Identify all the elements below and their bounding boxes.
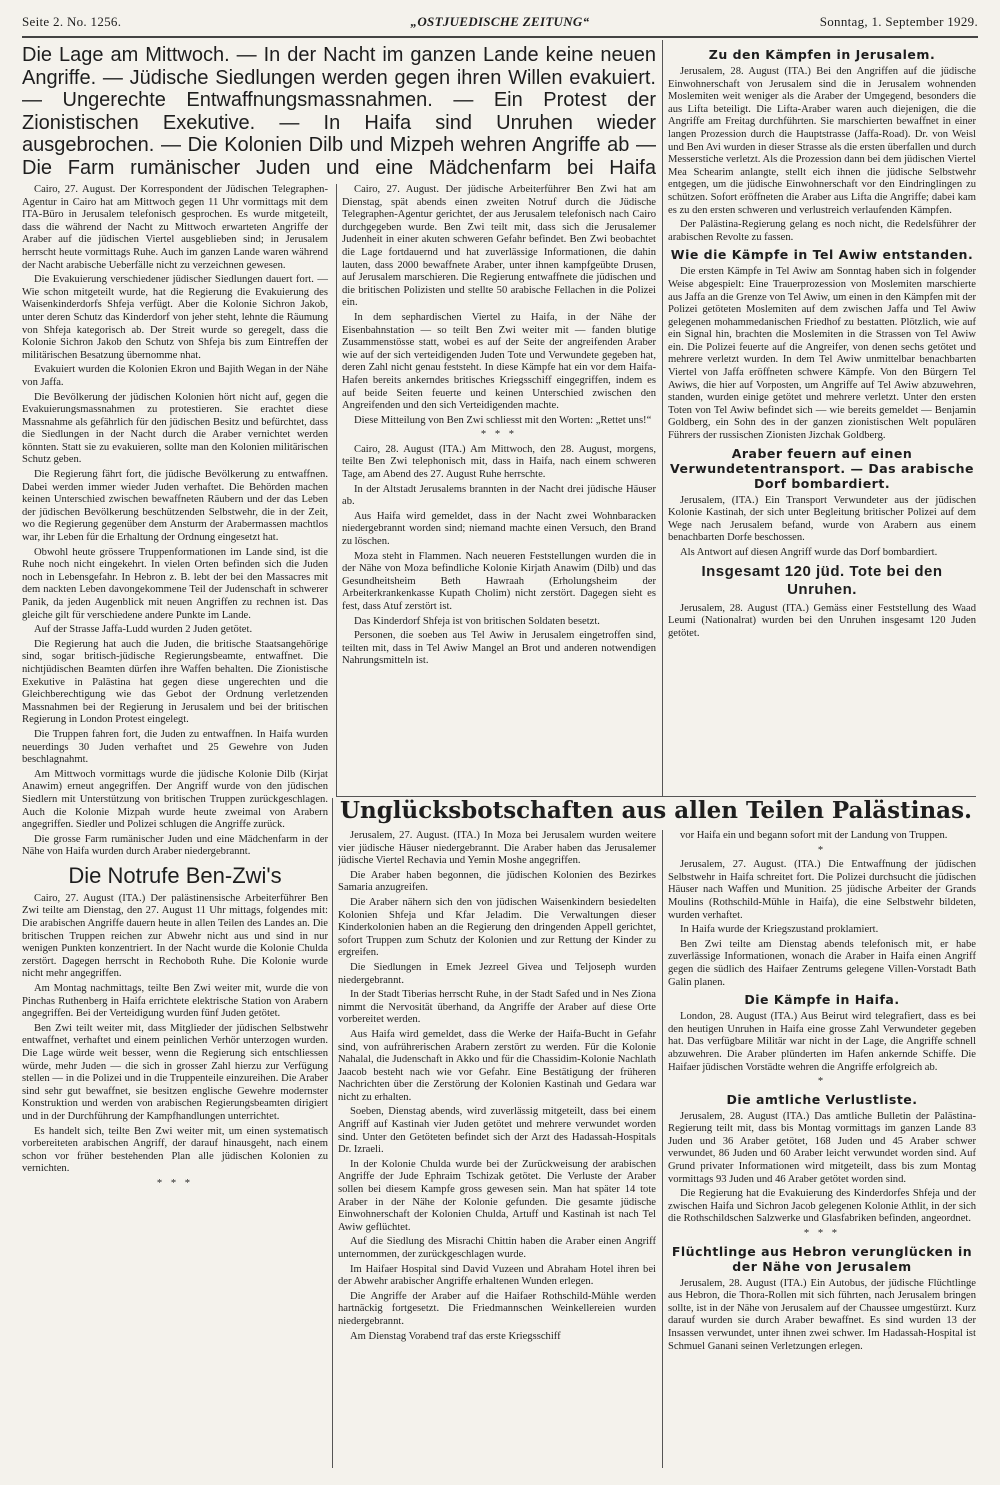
- subheading-tote: Insgesamt 120 jüd. Tote bei den Unruhen.: [701, 562, 943, 598]
- paragraph: Aus Haifa wird gemeldet, dass die Werke der Haifa-Bucht in Gefahr sind, von aufrührerischen Arabern zerstört zu werden. Für die Kolonie Nahalal, die Judenschaft in Akko und für die Chassidim-Kolonie Nachlath Jaacob besteht nach wie vor Gefahr. Eine Bestätigung der früheren Nachrichten über die Zerstörung der Kolonien Kastinah und Gedara war nicht zu erhalten.: [338, 1028, 656, 1103]
- paragraph: Am Dienstag Vorabend traf das erste Kriegsschiff: [350, 1330, 561, 1342]
- paragraph: Aus Haifa wird gemeldet, dass in der Nacht zwei Wohnbaracken niedergebrannt worden sind; niemand machte einen Versuch, den Brand zu löschen.: [342, 510, 656, 548]
- paragraph: Evakuiert wurden die Kolonien Ekron und Bajith Wegan in der Nähe von Jaffa.: [22, 364, 328, 388]
- paragraph: Diese Mitteilung von Ben Zwi schliesst mit den Worten: „Rettet uns!“: [354, 414, 652, 426]
- subheading-jerusalem: Zu den Kämpfen in Jerusalem.: [708, 47, 936, 62]
- paragraph: Die grosse Farm rumänischer Juden und eine Mädchenfarm in der Nähe von Haifa wurden durch Araber niedergebrannt.: [22, 833, 328, 858]
- paragraph: Es handelt sich, teilte Ben Zwi weiter mit, um einen systematisch vorbereiteten arabischen Angriff, der darauf hinausgeht, nach einem schon vor früher bestehenden Plan alle jüdischen Kolonien zu vernichten.: [22, 1125, 328, 1175]
- separator: * * *: [156, 1177, 194, 1189]
- separator: *: [817, 844, 827, 856]
- paragraph: In der Stadt Tiberias herrscht Ruhe, in der Stadt Safed und in Nes Ziona nimmt die Nervosität überhand, da Angriffe der Araber auf diese Orte vorbereitet werden.: [338, 989, 656, 1026]
- column-middle: [342, 184, 656, 792]
- paragraph: In Haifa wurde der Kriegszustand proklamiert.: [680, 924, 879, 936]
- paragraph: Die Regierung fährt fort, die jüdische Bevölkerung zu entwaffnen. Dabei werden immer wieder Juden verhaftet. Die Behörden machen keinen Unterschied zwischen bewaffneten Räubern und der das Leben der jüdischen Bevölkerung beschützenden Selbstwehr, die in der Zeit, wo die Regierung gegenüber dem Ansturm der Arabermassen machtlos war, ihr Leben für die Erhaltung der Ordnung eingesetzt hat.: [22, 469, 328, 544]
- paragraph: Die Angriffe der Araber auf die Haifaer Rothschild-Mühle werden hartnäckig fortgesetzt. Die Friedmannschen Weinkellereien wurden niedergebrannt.: [338, 1290, 656, 1327]
- paragraph: Auf der Strasse Jaffa-Ludd wurden 2 Juden getötet.: [34, 624, 253, 636]
- paragraph: In der Kolonie Chulda wurde bei der Zurückweisung der arabischen Angriffe der Jude Ephraim Tschizak getötet. Die Verluste der Araber sollen bei diesem Kampfe gross gewesen sein. Man hat später 14 tote Araber in der Nähe der Kolonie gefunden. Die gesamte jüdische Einwohnerschaft der Kolonien Chulda, Artuff und Kastinah ist nach Tel Awiw geflüchtet.: [338, 1158, 656, 1233]
- paragraph: Jerusalem, 28. August (ITA.) Ein Autobus, der jüdische Flüchtlinge aus Hebron, die Thora-Rollen mit sich führten, nach Jerusalem bringen sollte, ist in der Nähe von Jerusalem auf der Chaussee umgestürzt. Kurz darauf wurden sie durch Araber bewaffnet. Es sind wurden 13 der Insassen verwundet, unter ihnen zwei schwer. Im Hadassah-Hospital ist Schmuel Ganani seinen Verletzungen erlegen.: [668, 1277, 976, 1352]
- issue-date: Sonntag, 1. September 1929.: [819, 14, 978, 29]
- paragraph: Jerusalem, 28. August (ITA.) Das amtliche Bulletin der Palästina-Regierung teilt mit, dass bis Montag vormittags im ganzen Lande 83 Juden und 36 Araber getötet, 168 Juden und 45 Araber schwer verwundet, 86 Juden und 60 Araber leicht verwundet worden sind. Auf Grund privater Informationen wird mitgeteilt, dass bis zum Montag vormittags 93 Juden und 46 Araber getötet worden sind.: [668, 1110, 976, 1185]
- paragraph: Jerusalem, (ITA.) Ein Transport Verwundeter aus der jüdischen Kolonie Kastinah, der sich unter Begleitung britischer Polizei auf dem Wege nach Jerusalem befand, wurde von Arabern aus einem benachbarten Dorfe beschossen.: [668, 494, 976, 544]
- paragraph: Auf die Siedlung des Misrachi Chittin haben die Araber einen Angriff unternommen, der zurückgeschlagen wurde.: [338, 1236, 656, 1260]
- separator: * * *: [480, 429, 518, 441]
- separator: *: [817, 1076, 827, 1088]
- paragraph: Am Montag nachmittags, teilte Ben Zwi weiter mit, wurde die von Pinchas Ruthenberg in Haifa errichtete elektrische Station von Arabern angegriffen. Bei der Verteidigung wurden fünf Juden getötet.: [22, 983, 328, 1020]
- subheading-notrufe: Die Notrufe Ben-Zwi's: [68, 862, 282, 888]
- page-number: Seite 2. No. 1256.: [22, 14, 122, 29]
- paragraph: In dem sephardischen Viertel zu Haifa, in der Nähe der Eisenbahnstation — so teilt Ben Zwi weiter mit — fanden blutige Zusammenstösse statt, wobei es auf der Seite der angreifenden Araber wie auf der sich verteidigenden Juden Tote und Verwundete gegeben hat, deren Zahl nicht genau feststeht. In diese Kämpfe hat ein vor dem Haifa-Hafen bereits ankerndes britisches Kriegsschiff eingegriffen, indem es auf beide Seiten feuerte und keinen Unterschied zwischen den Angreifenden und den sich Verteidigenden machte.: [342, 311, 656, 412]
- main-headline: Die Lage am Mittwoch. — In der Nacht im ganzen Lande keine neuen Angriffe. — Jüdische Siedlungen werden gegen ihren Willen evakuiert. — Ungerechte Entwaffnungsmassnahmen. — Ein Protest der Zionistischen Exekutive. — In Haifa sind Unruhen wieder ausgebrochen. — Die Kolonien Dilb und Mizpeh wehren Angriffe ab — Die Farm rumänischer Juden und eine Mädchenfarm bei Haifa: [22, 44, 656, 179]
- paragraph: Die Araber haben begonnen, die jüdischen Kolonien des Bezirkes Samaria anzugreifen.: [338, 869, 656, 894]
- paragraph: Jerusalem, 27. August. (ITA.) Die Entwaffnung der jüdischen Selbstwehr in Haifa schreitet fort. Die Polizei durchsucht die jüdischen Häuser nach Waffen und Munition. 25 jüdische Arbeiter der Grands Moulins (Rothschild-Mühle in Haifa), die eine Selbstwehr bildeten, wurden verhaftet.: [668, 859, 976, 921]
- paragraph: Obwohl heute grössere Truppenformationen im Lande sind, ist die Ruhe noch nicht eingekehrt. In vielen Orten befinden sich die Juden noch in Lebensgefahr. In Hebron z. B. lebt der bei den Massacres mit dem nackten Leben davongekommene Teil der Judenschaft in schwerer Panik, da jeden Augenblick mit neuen Angriffen zu rechnen ist. Das gleiche gilt für verschiedene andere Punkte im Lande.: [22, 546, 328, 621]
- page-header: [22, 8, 978, 38]
- paragraph: vor Haifa ein und begann sofort mit der Landung von Truppen.: [680, 830, 948, 841]
- paragraph: Die Truppen fahren fort, die Juden zu entwaffnen. In Haifa wurden neuerdings 30 Juden verhaftet und 25 Gewehre von Juden beschlagnahmt.: [22, 728, 328, 766]
- subheading-fluechtlinge: Flüchtlinge aus Hebron verunglücken in der Nähe von Jerusalem: [671, 1243, 973, 1274]
- subheading-haifa: Die Kämpfe in Haifa.: [744, 992, 900, 1008]
- paragraph: Jerusalem, 27. August. (ITA.) In Moza bei Jerusalem wurden weitere vier jüdische Häuser niedergebrannt. Die Araber haben das Jerusalemer jüdische Viertel Rechavia und Yemin Moshe angegriffen.: [338, 830, 656, 867]
- paragraph: Cairo, 27. August. Der jüdische Arbeiterführer Ben Zwi hat am Dienstag, spät abends einen zweiten Notruf durch die Jüdische Telegraphen-Agentur gerichtet, der aus Jerusalem telefonisch nach Cairo durchgegeben wurde. Ben Zwi teilt mit, dass sich die Jerusalemer Judenheit in einer akuten schweren Gefahr befindet. Ben Zwi beobachtet die Lage fortdauernd und hat zuverlässige Informationen, die dahin lauten, dass 2000 bewaffnete Araber, unter ihnen kampfgeübte Drusen, auf Jerusalem marschieren. Die Regierung entwaffnete die jüdischen und die britischen Polizisten und stellte 50 arabische Fellachen in die Polizei ein.: [342, 184, 656, 309]
- paragraph: Die Araber nähern sich den von jüdischen Waisenkindern besiedelten Kolonien Shfeja und Kfar Jeladim. Die Verwaltungen dieser Kinderkolonien haben an die Regierung den dringenden Appell gerichtet, sofort Truppen zum Schutz der Kolonien und zur Rettung der Kinder zu ergreifen.: [338, 896, 656, 959]
- paragraph: Die Regierung hat die Evakuierung des Kinderdorfes Shfeja und der zwischen Haifa und Sichron Jacob gelegenen Kolonie Athlit, in der sich die Rothschildschen Salzwerke und Glasfabriken befinden, angeordnet.: [668, 1188, 976, 1225]
- paragraph: Der Palästina-Regierung gelang es noch nicht, die Redelsführer der arabischen Revolte zu fassen.: [668, 219, 976, 243]
- subheading-verwundetentransport: Araber feuern auf einen Verwundetentransport. — Das arabische Dorf bombardiert.: [670, 445, 974, 491]
- paragraph: Personen, die soeben aus Tel Awiw in Jerusalem eingetroffen sind, teilten mit, dass in Tel Awiw Mangel an Brot und anderen notwendigen Nahrungsmitteln ist.: [342, 630, 656, 667]
- paragraph: Die Siedlungen in Emek Jezreel Givea und Teljoseph wurden niedergebrannt.: [338, 961, 656, 986]
- column-rule: [336, 184, 337, 796]
- paragraph: Im Haifaer Hospital sind David Vuzeen und Abraham Hotel ihren bei der Abwehr arabischer Angriffe erhaltenen Wunden erlegen.: [338, 1263, 656, 1288]
- paragraph: Am Mittwoch vormittags wurde die jüdische Kolonie Dilb (Kirjat Anawim) erneut angegriffen. Der Angriff wurde von den jüdischen Siedlern mit Unterstützung von britischen Truppen zurückgeschlagen. Auch die Kolonie Mizpah wurde heute zweimal von Arabern angegriffen. Siedler und Polizei schlugen die Angriffe zurück.: [22, 768, 328, 831]
- paragraph: Die Regierung hat auch die Juden, die britische Staatsangehörige sind, sogar britisch-jüdische Regierungsbeamte, entwaffnet. Die nichtjüdischen Beamten dürfen ihre Waffen behalten. Die Zionistische Exekutive in Palästina hat gegen diese ungerechten und die Gleichberechtigung wie das Gebot der Ordnung verletzenden Massnahmen bei der Regierung in Jerusalem und bei der britischen Regierung in London Protest eingelegt.: [22, 638, 328, 726]
- column-right-lower: [668, 830, 976, 1470]
- column-left: [22, 184, 328, 1474]
- subheading-tel-awiw: Wie die Kämpfe in Tel Awiw entstanden.: [670, 247, 974, 263]
- paragraph: Cairo, 28. August (ITA.) Am Mittwoch, den 28. August, morgens, teilte Ben Zwi telephonisch mit, dass in Haifa, nach einem schweren Tage, am Abend des 27. August Ruhe herrschte.: [342, 443, 656, 481]
- paragraph: Die ersten Kämpfe in Tel Awiw am Sonntag haben sich in folgender Weise abgespielt: Eine Trauerprozession von Moslemiten marschierte aus Jaffa an die Grenze von Tel Awiw, um einen in den Kämpfen mit der Polizei getöteten Moslemiten auf dem zwischen Jaffa und Tel Awiw gelegenen mohammedanischen Friedhof zu bestatten. Plötzlich, wie auf ein Signal hin, brachten die Moslemiten in die Strassen von Tel Awiw ein. Die Polizei feuerte auf die Angreifer, von denen sechs getötet und mehrere verletzt wurden. In dem Tel Awiw unmittelbar benachbarten Viertel von Jaffa eröffneten schwere Kämpfe. Von den Bürgern Tel Awiws, die hier auf Vorposten, um Angriffe auf Tel Awiw abzuwehren, standen, wurden einige getötet und mehrere verletzt. Unter den ersten Toten von Tel Awiw befindet sich — wie bereits gemeldet — Benjamin Goldberg, ein Sohn des in der ganzen zionistischen Welt populären Führers der russischen Zionisten Jizchak Goldberg.: [668, 266, 976, 442]
- column-rule: [332, 798, 333, 1468]
- paragraph: In der Altstadt Jerusalems brannten in der Nacht drei jüdische Häuser ab.: [342, 483, 656, 508]
- column-middle-lower: [338, 830, 656, 1470]
- column-rule: [662, 830, 663, 1468]
- paragraph: Das Kinderdorf Shfeja ist von britischen Soldaten besetzt.: [354, 615, 600, 627]
- paragraph: London, 28. August (ITA.) Aus Beirut wird telegrafiert, dass es bei den heutigen Unruhen in Haifa eine grosse Zahl Verwundeter gegeben hat. Das verfügbare Militär war nicht in der Lage, die Angriffe schnell abzuwehren. Die Araber plünderten im Hafen ankernde Schiffe. Die Haifaer jüdischen Vorstädte wehren die Angriffe erfolgreich ab.: [668, 1011, 976, 1073]
- paragraph: Soeben, Dienstag abends, wird zuverlässig mitgeteilt, dass bei einem Angriff auf Kastinah vier Juden getötet und mehrere verwundet worden sind. Unter den Getöteten befindet sich der Arzt des Hadassah-Hospitals Dr. Izraeli.: [338, 1106, 656, 1156]
- column-rule: [662, 40, 663, 796]
- paragraph: Ben Zwi teilte am Dienstag abends telefonisch mit, er habe zuverlässige Informationen, wonach die Araber in Haifa einen Angriff gegen die südlich des Haifaer Zentrums gelegene Villen-Vorstadt Bath Galin planen.: [668, 938, 976, 988]
- separator: * * *: [803, 1228, 841, 1240]
- paragraph: Jerusalem, 28. August (ITA.) Gemäss einer Feststellung des Waad Leumi (Nationalrat) wurden bei den Unruhen insgesamt 120 Juden getötet.: [668, 602, 976, 639]
- paragraph: Cairo, 27. August. Der Korrespondent der Jüdischen Telegraphen-Agentur in Cairo hat am Mittwoch gegen 11 Uhr vormittags mit dem ITA-Büro in Jerusalem telefonisch gesprochen. Es wurde mitgeteilt, dass die während der Nacht zu Mittwoch erwarteten Angriffe der Araber auf die jüdischen Viertel ausgeblieben sind; in Jerusalem herrscht heute vormittags Ruhe. Auch im ganzen Lande waren während der Nacht arabische Ueberfälle nicht zu verzeichnen gewesen.: [22, 184, 328, 271]
- paragraph: Die Evakuierung verschiedener jüdischer Siedlungen dauert fort. — Wie schon mitgeteilt wurde, hat die Regierung die Evakuierung des Waisenkinderdorfs Shfeja verfügt. Aber die Kolonie Sichron Jakob, unter deren Schutz das Kinderdorf von jeher steht, lehnte die Räumung von Shfeja kategorisch ab. Der Streit wurde so geregelt, dass die Kolonie Sichron Jakob den Schutz von Shfeja bis zum Eintreffen der militärischen Besatzung übernomme nhat.: [22, 274, 328, 361]
- section-banner: Unglücksbotschaften aus allen Teilen Palästinas.: [339, 797, 973, 824]
- subheading-verlustliste: Die amtliche Verlustliste.: [726, 1091, 918, 1107]
- paragraph: Jerusalem, 28. August (ITA.) Bei den Angriffen auf die jüdische Einwohnerschaft von Jerusalem sind die in Jerusalem wohnenden Moslemiten weit weniger als die Araber der Umgegend, besonders die aus Lifta beteiligt. Die Lifta-Araber waren auch diejenigen, die die Angriffe am Freitag durchführten. Sie marschierten bewaffnet in einer langen Prozession durch die Hauptstrasse (Jaffa-Road). Dr. von Weisl und Ben Avi wurden in dieser Strasse als die ersten überfallen und durch Messerstiche verletzt. Als die Prozession dann bei dem jüdischen Viertel Mea Schearim anlangte, stellt eich ihnen die jüdische Selbstwehr entgegen, um die jüdische Einwohnerschaft vor den Eindringlingen zu schützen. Sofort eröffneten die Araber aus Lifta die Angriffe; dabei kam es zu den ersten schweren und verlustreich verlaufenden Kämpfen.: [668, 66, 976, 216]
- paragraph: Die Bevölkerung der jüdischen Kolonien hört nicht auf, gegen die Evakuierungsmassnahmen zu protestieren. Sie erachtet diese Massnahme als gefährlich für den jüdischen Besitz und befürchtet, dass die Siedlungen in der Nacht durch die Araber vernichtet werden könnten. Statt sie zu evakuieren, sollte man den Kolonien militärischen Schutz geben.: [22, 391, 328, 466]
- paragraph: Als Antwort auf diesen Angriff wurde das Dorf bombardiert.: [680, 547, 938, 558]
- column-right: [668, 44, 976, 794]
- paragraph: Cairo, 27. August (ITA.) Der palästinensische Arbeiterführer Ben Zwi teilte am Dienstag, den 27. August 11 Uhr mittags, folgendes mit: Die arabischen Angriffe dauern heute in allen Teilen des Landes an. Die britischen Truppen reichen zur Abwehr nicht aus und sind in nur wenigen Punkten konzentriert. In der Nacht wurde die Kolonie Chulda zerstört. Dagegen herrscht in Rechoboth Ruhe. Die Kolonie wurde nicht mehr angegriffen.: [22, 892, 328, 980]
- newspaper-name: „OSTJUEDISCHE ZEITUNG“: [410, 14, 590, 29]
- paragraph: Ben Zwi teilt weiter mit, dass Mitglieder der jüdischen Selbstwehr entwaffnet, verhaftet und einem peinlichen Verhör unterzogen wurden. Die Lage würde weit besser, wenn die Regierung sich entschliessen würde, mehr Juden — die sich in grosser Zahl hierzu zur Verfügung stellen — in die Polizei und in die Truppenteile einzureihen. Die Araber sind sehr gut bewaffnet, sie besitzen englische Gewehre modernster Konstruktion und werden von arabischen Regierungsbeamten dirigiert und in der Durchführung der Kampfhandlungen unterrichtet.: [22, 1022, 328, 1122]
- paragraph: Moza steht in Flammen. Nach neueren Feststellungen wurden die in der Nähe von Moza befindliche Kolonie Kirjath Anawim (Dilb) und das Gesundheitsheim Beth Hawraah (Erholungsheim der Arbeiterkrankenkasse Kupath Cholim) nicht zerstört. Dagegen sieht es fest, dass Atuf zerstört ist.: [342, 550, 656, 612]
